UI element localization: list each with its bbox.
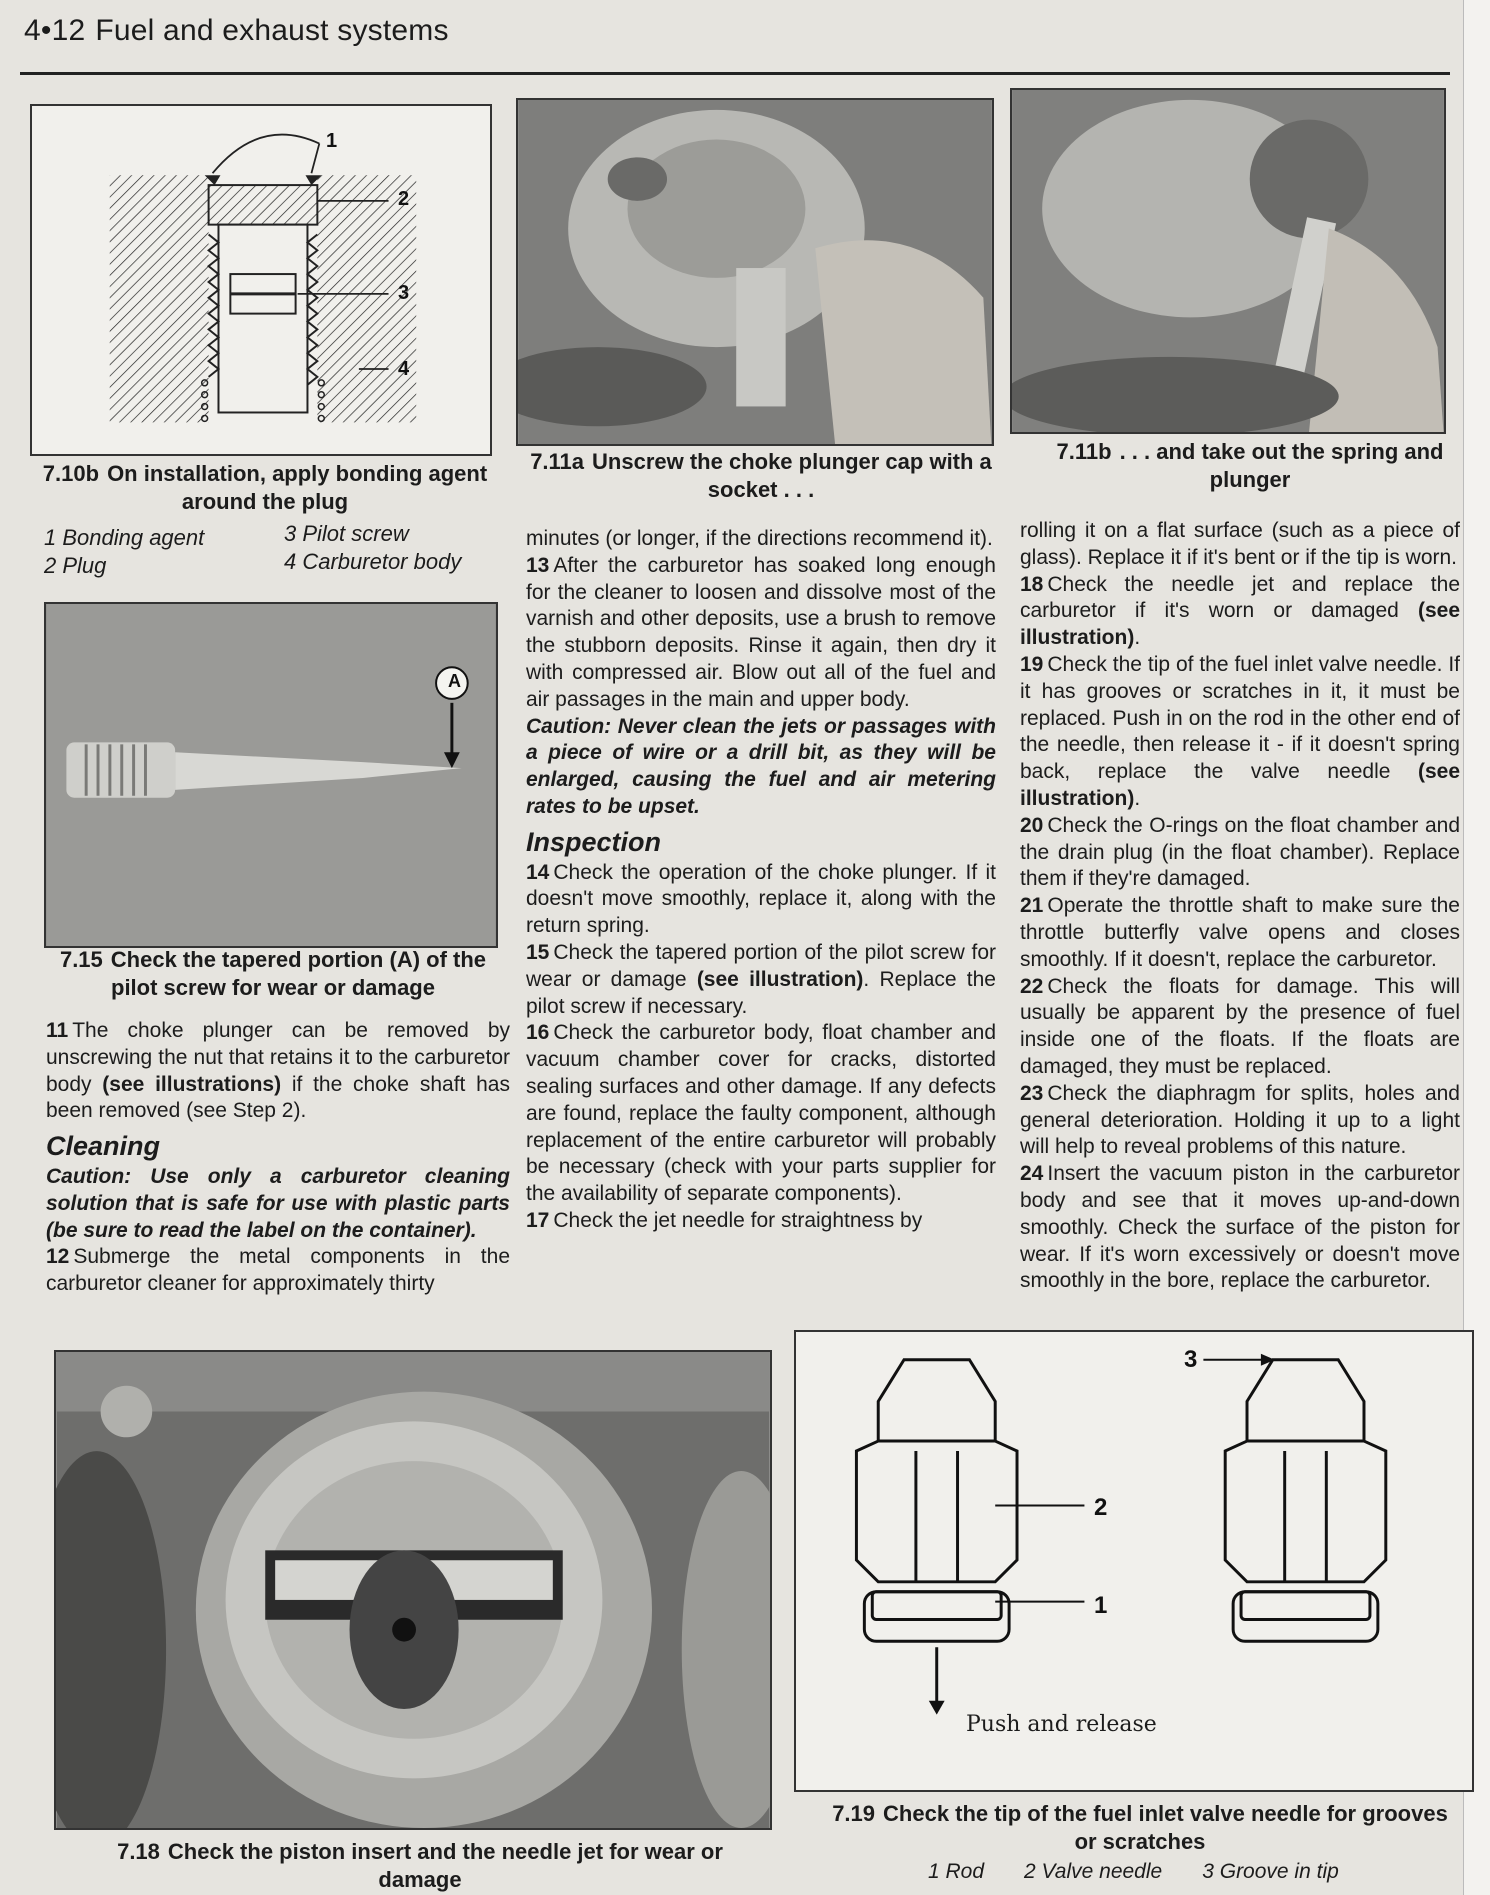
figure-7-18-number: 7.18 <box>117 1839 160 1864</box>
step-number: 12 <box>46 1245 70 1269</box>
step-text: Check the carburetor body, float chamber and vacuum chamber cover for cracks, distorted sealing surfaces and other damage. If any defects are found, replace the faulty component, although replacement of the entire carburetor will probably be necessary (check with your parts supplier for the availability of separate components). <box>526 1021 996 1206</box>
callout-1: 1 <box>326 130 338 152</box>
figure-7-10b-diagram <box>30 104 492 456</box>
step-12-continued: minutes (or longer, if the directions recommend it). <box>526 527 993 550</box>
legend-item: 2 Valve needle <box>1024 1860 1163 1883</box>
figure-7-10b-caption <box>30 460 500 516</box>
figure-7-18-caption <box>100 1838 740 1894</box>
figure-7-15-photo <box>44 602 498 948</box>
legend-item: 1 Bonding agent <box>44 525 205 550</box>
callout-3: 3 <box>1184 1346 1198 1373</box>
step-number: 18 <box>1020 572 1044 596</box>
figure-7-15-caption <box>48 946 498 1002</box>
step-number: 17 <box>526 1208 550 1232</box>
step-number: 14 <box>526 860 550 884</box>
step-number: 23 <box>1020 1081 1044 1105</box>
header-rule <box>20 72 1450 75</box>
illustration-ref: (see illustrations) <box>102 1072 282 1096</box>
figure-7-10b-caption-text: On installation, apply bonding agent around the plug <box>107 461 488 514</box>
callout-3: 3 <box>398 282 410 304</box>
figure-7-18-caption-text: Check the piston insert and the needle jet for wear or damage <box>167 1839 723 1892</box>
page-header <box>24 14 449 48</box>
legend-item: 3 Groove in tip <box>1202 1860 1339 1883</box>
figure-7-11b-number: 7.11b <box>1056 439 1112 464</box>
illustration-ref: (see illustration) <box>1020 599 1460 650</box>
step-18 <box>1020 572 1460 652</box>
callout-2: 2 <box>398 188 410 210</box>
legend-item: 3 Pilot screw <box>284 521 409 546</box>
inspection-heading: Inspection <box>526 826 662 857</box>
figure-7-19-caption <box>820 1800 1460 1856</box>
step-number: 24 <box>1020 1162 1044 1186</box>
step-text: Operate the throttle shaft to make sure the throttle butterfly valve opens and closes smoothly. If it doesn't, replace the carburetor. <box>1020 894 1460 971</box>
step-text: Check the needle jet and replace the carburetor if it's worn or damaged <box>1020 572 1460 623</box>
step-number: 22 <box>1020 974 1044 998</box>
figure-7-18-photo <box>54 1350 772 1830</box>
step-text: if the choke shaft has been removed (see Step 2). <box>46 1072 510 1123</box>
cleaning-caution: Caution: Use only a carburetor cleaning solution that is safe for use with plastic parts (be sure to read the label on the container). <box>46 1164 510 1242</box>
cleaning-heading: Cleaning <box>46 1131 161 1162</box>
step-text: . <box>1134 786 1141 810</box>
step-20 <box>1020 813 1460 893</box>
step-text: Check the tip of the fuel inlet valve needle. If it has grooves or scratches in it, it must be replaced. Push in on the rod in the other end of the needle, then release it - if it doesn't spring back, replace the valve needle <box>1020 652 1460 784</box>
callout-4: 4 <box>398 358 410 380</box>
step-text: Check the floats for damage. This will usually be apparent by the presence of fuel inside one of the floats. If the floats are damaged, they must be replaced. <box>1020 974 1460 1078</box>
figure-7-10b-legend-left <box>44 524 204 580</box>
step-text: After the carburetor has soaked long enough for the cleaner to loosen and dissolve most of the varnish and other deposits, use a brush to remove the stubborn deposits. Rinse it again, then dry it with compressed air. Blow out all of the fuel and air passages in the main and upper body. <box>526 553 996 711</box>
text-column-1 <box>46 1018 510 1298</box>
step-21 <box>1020 893 1460 973</box>
figure-7-11a-caption <box>516 448 1006 504</box>
step-24 <box>1020 1161 1460 1295</box>
step-number: 20 <box>1020 813 1044 837</box>
figure-7-19-caption-text: Check the tip of the fuel inlet valve needle for grooves or scratches <box>883 1801 1448 1854</box>
step-text: Check the diaphragm for splits, holes and general deterioration. Holding it up to a light will help to reveal problems of this nature. <box>1020 1081 1460 1159</box>
step-14 <box>526 860 996 940</box>
figure-7-11a-photo <box>516 98 994 446</box>
step-19 <box>1020 652 1460 813</box>
step-17-continued: rolling it on a flat surface (such as a piece of glass). Replace it if it's bent or if the tip is worn. <box>1020 519 1460 569</box>
step-text: . <box>1134 626 1141 650</box>
jets-caution: Caution: Never clean the jets or passages with a piece of wire or a drill bit, as they will be enlarged, causing the fuel and air metering rates to be upset. <box>526 714 996 818</box>
figure-7-11b-caption <box>1030 438 1470 494</box>
step-11 <box>46 1018 510 1125</box>
step-text: Check the operation of the choke plunger. If it doesn't move smoothly, replace it, along with the return spring. <box>526 860 996 938</box>
figure-7-10b-legend-right <box>284 520 461 576</box>
page-number: 4•12 <box>24 14 86 47</box>
choke-plunger-cap-photo <box>518 100 992 444</box>
step-text: Check the O-rings on the float chamber and the drain plug (in the float chamber). Replace them if they're damaged. <box>1020 813 1460 891</box>
step-16 <box>526 1020 996 1208</box>
spring-and-plunger-photo <box>1012 90 1444 432</box>
step-text: Check the jet needle for straightness by <box>553 1208 923 1232</box>
step-number: 11 <box>46 1019 69 1042</box>
step-number: 16 <box>526 1021 550 1045</box>
callout-2: 2 <box>1094 1494 1108 1521</box>
illustration-ref: (see illustration) <box>1020 760 1460 810</box>
step-number: 13 <box>526 553 550 577</box>
step-text: Insert the vacuum piston in the carburetor body and see that it moves up-and-down smoothly. Check the surface of the piston for wear. If it's worn excessively or doesn't move smoothly in the bore, replace the carburetor. <box>1020 1162 1460 1293</box>
figure-7-15-caption-text: Check the tapered portion (A) of the pilot screw for wear or damage <box>110 947 487 1000</box>
step-number: 21 <box>1020 894 1044 918</box>
figure-7-11a-number: 7.11a <box>530 449 585 474</box>
figure-7-10b-number: 7.10b <box>42 461 100 486</box>
plug-cross-section-drawing <box>32 106 490 454</box>
step-number: 15 <box>526 940 550 964</box>
illustration-ref: (see illustration) <box>696 967 864 991</box>
figure-7-11b-caption-text: . . . and take out the spring and plunger <box>1119 439 1444 492</box>
figure-7-19-diagram <box>794 1330 1474 1792</box>
figure-7-19-number: 7.19 <box>832 1801 876 1826</box>
figure-7-11a-caption-text: Unscrew the choke plunger cap with a socket . . . <box>592 449 992 502</box>
push-release-label: Push and release <box>966 1712 1157 1737</box>
figure-7-11b-photo <box>1010 88 1446 434</box>
figure-7-15-number: 7.15 <box>59 947 103 972</box>
step-15 <box>526 940 996 1020</box>
pilot-screw-photo <box>46 604 496 946</box>
figure-7-19-legend <box>928 1858 1339 1886</box>
step-text: The choke plunger can be removed by unscrewing the nut that retains it to the carburetor body <box>46 1019 510 1096</box>
step-number: 19 <box>1020 652 1044 676</box>
step-12 <box>46 1244 510 1298</box>
legend-item: 2 Plug <box>44 553 107 578</box>
text-column-2 <box>526 526 996 1235</box>
legend-item: 4 Carburetor body <box>284 549 462 574</box>
legend-item: 1 Rod <box>928 1860 985 1883</box>
callout-1: 1 <box>1094 1592 1108 1619</box>
text-column-3 <box>1020 518 1460 1295</box>
step-22 <box>1020 974 1460 1081</box>
step-13 <box>526 553 996 714</box>
step-text: Submerge the metal components in the carburetor cleaner for approximately thirty <box>46 1245 510 1296</box>
step-text: Check the tapered portion of the pilot screw for wear or damage <box>526 940 996 991</box>
piston-insert-photo <box>56 1352 770 1828</box>
step-text: . Replace the pilot screw if necessary. <box>526 967 996 1018</box>
step-17 <box>526 1208 996 1235</box>
page-title: Fuel and exhaust systems <box>95 14 449 47</box>
step-23 <box>1020 1081 1460 1161</box>
callout-A: A <box>448 671 461 691</box>
